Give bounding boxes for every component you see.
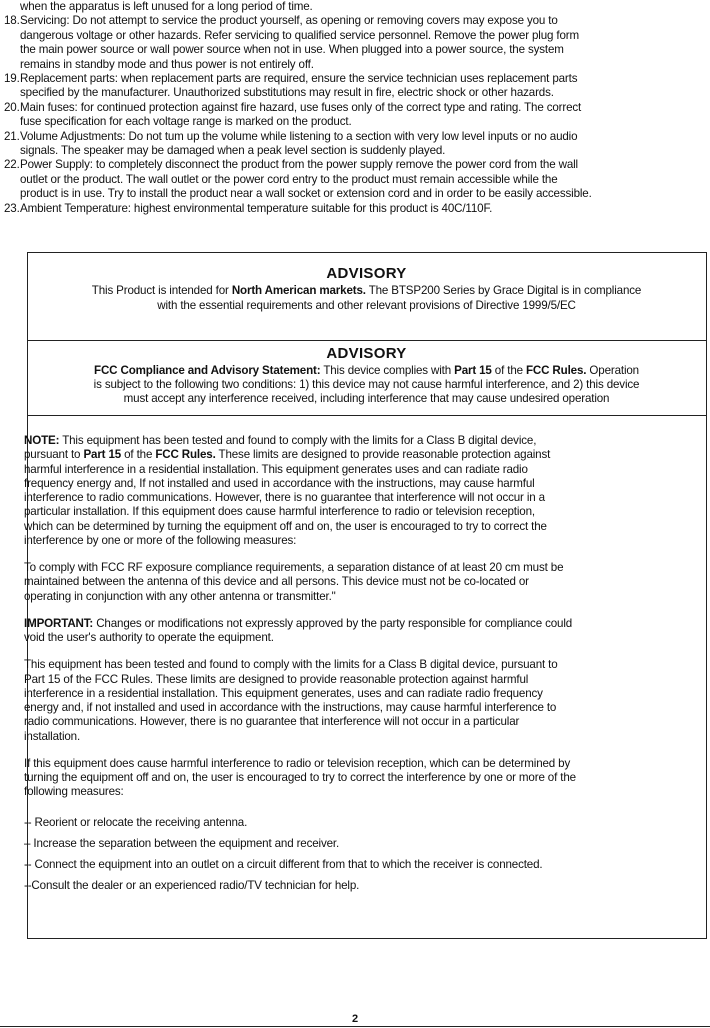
text-segment: of the <box>121 448 156 462</box>
advisory-title: ADVISORY <box>326 265 407 282</box>
measure-item: – Increase the separation between the equipment and receiver. <box>24 837 340 850</box>
list-item-line: product is in use. Try to install the product near a wall socket or extension cord and in order to be easily accessible. <box>20 187 592 201</box>
paragraph-line <box>24 771 576 785</box>
fcc-statement-line <box>27 378 706 392</box>
paragraph-line <box>24 730 80 744</box>
fcc-statement-line <box>27 364 706 378</box>
text-segment: interference by one or more of the following measures: <box>24 533 297 547</box>
list-number: 21. <box>4 129 20 143</box>
text-segment: must accept any interference received, including interference that may cause undesired operation <box>123 392 610 406</box>
advisory-text-line <box>27 299 706 313</box>
bold-text: FCC Rules. <box>525 364 587 377</box>
list-item-line: signals. The speaker may be damaged when a peak level section is suddenly played. <box>20 144 446 157</box>
measure-item: -- Connect the equipment into an outlet on a circuit different from that to which the receiver is connected. <box>24 858 543 871</box>
advisory-title: ADVISORY <box>326 345 407 362</box>
text-segment: void the user's authority to operate the equipment. <box>24 631 274 644</box>
text-segment: following measures: <box>24 785 124 799</box>
text-segment: This equipment has been tested and found to comply with the limits for a Class B digital device, <box>59 434 537 447</box>
list-number: 22. <box>4 158 20 172</box>
list-number: 23. <box>4 201 20 215</box>
text-segment: which can be determined by turning the equipment off and on, the user is encouraged to try to correct the <box>24 519 547 533</box>
list-item-line: Replacement parts: when replacement parts are required, ensure the service technician uses replacement parts <box>20 72 578 85</box>
bold-text: FCC Compliance and Advisory Statement: <box>94 364 321 377</box>
list-item-line: outlet or the product. The wall outlet or the power cord entry to the product must remain accessible while the <box>20 172 558 186</box>
paragraph-line <box>24 658 558 672</box>
text-segment: pursuant to <box>24 448 84 462</box>
measure-item: -- Reorient or relocate the receiving antenna. <box>24 816 248 829</box>
list-item-line: specified by the manufacturer. Unauthorized substitutions may result in fire, electric shock or other hazards. <box>20 86 554 100</box>
paragraph-line <box>24 477 535 491</box>
paragraph-line <box>24 715 519 729</box>
list-number: 20. <box>4 100 20 114</box>
text-segment: Part 15 of the FCC Rules. These limits are designed to provide reasonable protection against harmful <box>24 672 529 686</box>
text-segment: interference in a residential installation. This equipment generates, uses and can radiate radio frequency <box>24 686 543 700</box>
paragraph-line <box>24 701 556 715</box>
text-segment: frequency energy and, If not installed and used in accordance with the instructions, may cause harmful <box>24 476 535 490</box>
text-segment: particular installation. If this equipment does cause harmful interference to radio or television reception, <box>24 505 535 519</box>
text-segment: Changes or modifications not expressly approved by the party responsible for compliance could <box>93 616 573 630</box>
paragraph-line <box>24 687 543 701</box>
text-segment: of the <box>491 364 526 377</box>
paragraph-line <box>24 673 528 687</box>
paragraph-line <box>24 434 536 448</box>
paragraph-line <box>24 561 563 575</box>
paragraph-line <box>24 785 124 799</box>
list-item-line: remains in standby mode and thus power is not entirely off. <box>20 57 314 71</box>
bold-text: FCC Rules. <box>155 448 216 462</box>
paragraph-line <box>24 448 550 462</box>
bold-text: NOTE: <box>24 434 60 447</box>
paragraph-line <box>24 520 547 534</box>
list-item-line: Volume Adjustments: Do not tum up the volume while listening to a section with very low level inputs or no audio <box>20 129 578 143</box>
fcc-statement-line <box>27 392 706 406</box>
list-number: 18. <box>4 14 20 28</box>
text-segment: radio communications. However, there is no guarantee that interference will not occur in a particular <box>24 715 520 729</box>
text-segment: energy and, if not installed and used in accordance with the instructions, may cause harmful interference to <box>24 701 557 714</box>
footer-rule <box>0 1026 710 1027</box>
page-number: 2 <box>351 1013 359 1025</box>
bold-text: Part 15 <box>83 448 122 462</box>
paragraph-line <box>24 491 545 505</box>
bold-text: IMPORTANT: <box>24 616 94 630</box>
paragraph-line <box>24 505 535 519</box>
text-segment: This device complies with <box>320 364 455 377</box>
text-segment: is subject to the following two conditions: 1) this device may not cause harmful interference, and 2) this device <box>93 378 640 392</box>
bold-text: North American markets. <box>231 284 366 297</box>
paragraph-line <box>24 575 529 589</box>
list-item-line: the main power source or wall power source when not in use. When plugged into a power source, the system <box>20 43 564 57</box>
paragraph-line <box>24 757 570 771</box>
paragraph-line <box>24 590 336 604</box>
list-number: 19. <box>4 72 20 85</box>
list-item-line: Main fuses: for continued protection against fire hazard, use fuses only of the correct type and rating. The correct <box>20 100 582 114</box>
list-item-line: Servicing: Do not attempt to service the product yourself, as opening or removing covers may expose you to <box>20 14 558 28</box>
text-segment: with the essential requirements and other relevant provisions of Directive 1999/5/EC <box>157 298 576 312</box>
text-segment: The BTSP200 Series by Grace Digital is in compliance <box>365 284 642 297</box>
list-item-line: fuse specification for each voltage range is marked on the product. <box>20 115 352 129</box>
bold-text: Part 15 <box>454 364 492 377</box>
text-segment: This Product is intended for <box>91 284 232 297</box>
text-segment: Operation <box>586 364 639 377</box>
paragraph-line <box>24 463 528 477</box>
list-item-line: when the apparatus is left unused for a long period of time. <box>20 0 313 13</box>
text-segment: harmful interference in a residential installation. This equipment generates uses and can radiate radio <box>24 462 528 476</box>
divider <box>27 340 707 341</box>
text-segment: interference to radio communications. However, there is no guarantee that interference will not occur in a <box>24 491 545 504</box>
list-item-line: dangerous voltage or other hazards. Refer servicing to qualified service personnel. Remove the power plug form <box>20 28 579 42</box>
advisory-text-line <box>27 284 706 298</box>
text-segment: This equipment has been tested and found to comply with the limits for a Class B digital device, pursuant to <box>24 658 558 672</box>
list-item-line: Ambient Temperature: highest environmental temperature suitable for this product is 40C/110F. <box>20 201 493 215</box>
measure-item: --Consult the dealer or an experienced radio/TV technician for help. <box>24 879 360 892</box>
text-segment: turning the equipment off and on, the user is encouraged to try to correct the interference by one or more of the <box>24 771 576 784</box>
text-segment: To comply with FCC RF exposure compliance requirements, a separation distance of at least 20 cm must be <box>24 561 564 574</box>
divider <box>27 415 707 416</box>
paragraph-line <box>24 617 572 631</box>
paragraph-line <box>24 631 274 645</box>
text-segment: If this equipment does cause harmful interference to radio or television reception, which can be determined by <box>24 756 571 770</box>
list-item-line: Power Supply: to completely disconnect the product from the power supply remove the power cord from the wall <box>20 158 578 172</box>
text-segment: maintained between the antenna of this device and all persons. This device must not be co-located or <box>24 575 529 589</box>
text-segment: These limits are designed to provide reasonable protection against <box>215 448 551 462</box>
text-segment: installation. <box>24 729 81 743</box>
paragraph-line <box>24 534 296 548</box>
text-segment: operating in conjunction with any other antenna or transmitter." <box>24 589 336 603</box>
